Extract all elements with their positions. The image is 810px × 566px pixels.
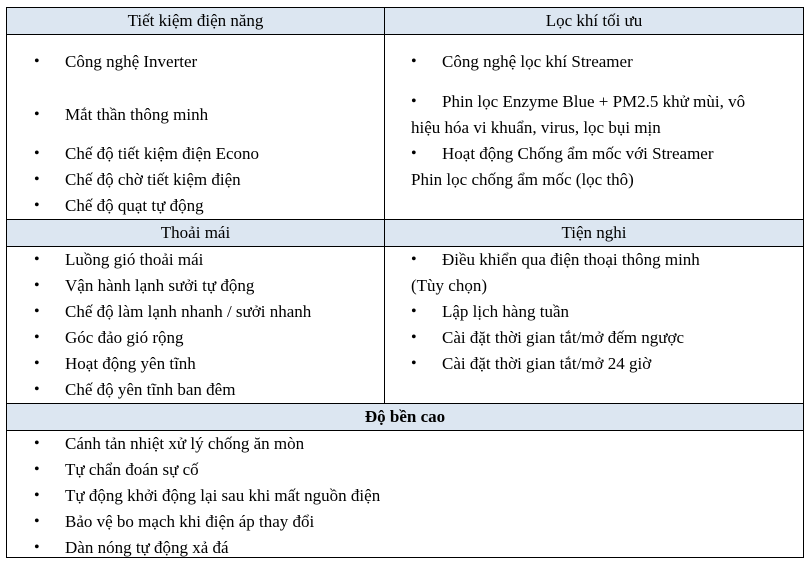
bullet: • <box>34 435 40 452</box>
header-air: Lọc khí tối ưu <box>545 11 643 30</box>
list-item: Chế độ yên tĩnh ban đêm <box>65 380 236 399</box>
list-item: Chế độ làm lạnh nhanh / sưởi nhanh <box>65 302 312 321</box>
border-section-2 <box>6 219 804 220</box>
bullet: • <box>34 539 40 556</box>
header-durability: Độ bền cao <box>364 407 446 426</box>
bullet: • <box>34 197 40 214</box>
header-comfort: Thoải mái <box>160 223 231 242</box>
bullet: • <box>34 251 40 268</box>
list-item-continuation: (Tùy chọn) <box>411 276 488 295</box>
bullet: • <box>34 329 40 346</box>
header-energy: Tiết kiệm điện năng <box>127 11 264 30</box>
list-item: Tự chẩn đoán sự cố <box>65 460 199 479</box>
border-top <box>6 7 804 8</box>
bullet: • <box>34 277 40 294</box>
bullet: • <box>411 303 417 320</box>
bullet: • <box>34 53 40 70</box>
bullet: • <box>411 53 417 70</box>
bullet: • <box>34 106 40 123</box>
list-item: Bảo vệ bo mạch khi điện áp thay đổi <box>65 512 315 531</box>
list-item: Điều khiển qua điện thoại thông minh <box>442 250 700 269</box>
list-item-continuation: hiệu hóa vi khuẩn, virus, lọc bụi mịn <box>411 118 661 137</box>
list-item: Vận hành lạnh sưởi tự động <box>65 276 255 295</box>
bullet: • <box>34 461 40 478</box>
bullet: • <box>34 171 40 188</box>
list-item: Công nghệ lọc khí Streamer <box>442 52 633 71</box>
list-item: Chế độ chờ tiết kiệm điện <box>65 170 241 189</box>
border-section-3 <box>6 403 804 404</box>
border-header-1 <box>6 34 804 35</box>
list-item: Tự động khởi động lại sau khi mất nguồn điện <box>65 486 381 505</box>
bullet: • <box>34 381 40 398</box>
list-item: Mắt thần thông minh <box>65 105 209 124</box>
list-item: Công nghệ Inverter <box>65 52 198 71</box>
list-item: Phin lọc Enzyme Blue + PM2.5 khử mùi, vô <box>442 92 746 111</box>
bullet: • <box>411 251 417 268</box>
border-left <box>6 7 7 558</box>
list-item: Hoạt động Chống ẩm mốc với Streamer <box>442 144 714 163</box>
list-item: Cài đặt thời gian tắt/mở 24 giờ <box>442 354 652 373</box>
bullet: • <box>34 355 40 372</box>
bullet: • <box>411 329 417 346</box>
list-item: Dàn nóng tự động xả đá <box>65 538 229 557</box>
bullet: • <box>34 513 40 530</box>
bullet: • <box>34 487 40 504</box>
border-middle <box>384 7 385 403</box>
bullet: • <box>411 145 417 162</box>
header-convenience: Tiện nghi <box>561 223 627 242</box>
list-item: Lập lịch hàng tuần <box>442 302 569 321</box>
bullet: • <box>411 355 417 372</box>
list-item: Cánh tản nhiệt xử lý chống ăn mòn <box>65 434 305 453</box>
list-item: Chế độ quạt tự động <box>65 196 204 215</box>
bullet: • <box>34 303 40 320</box>
bullet: • <box>411 93 417 110</box>
list-item: Chế độ tiết kiệm điện Econo <box>65 144 260 163</box>
list-item: Góc đảo gió rộng <box>65 328 184 347</box>
list-item: Hoạt động yên tĩnh <box>65 354 196 373</box>
list-item: Luồng gió thoải mái <box>65 250 204 269</box>
list-item-continuation: Phin lọc chống ẩm mốc (lọc thô) <box>411 170 634 189</box>
border-right <box>803 7 804 558</box>
bullet: • <box>34 145 40 162</box>
list-item: Cài đặt thời gian tắt/mở đếm ngược <box>442 328 685 347</box>
